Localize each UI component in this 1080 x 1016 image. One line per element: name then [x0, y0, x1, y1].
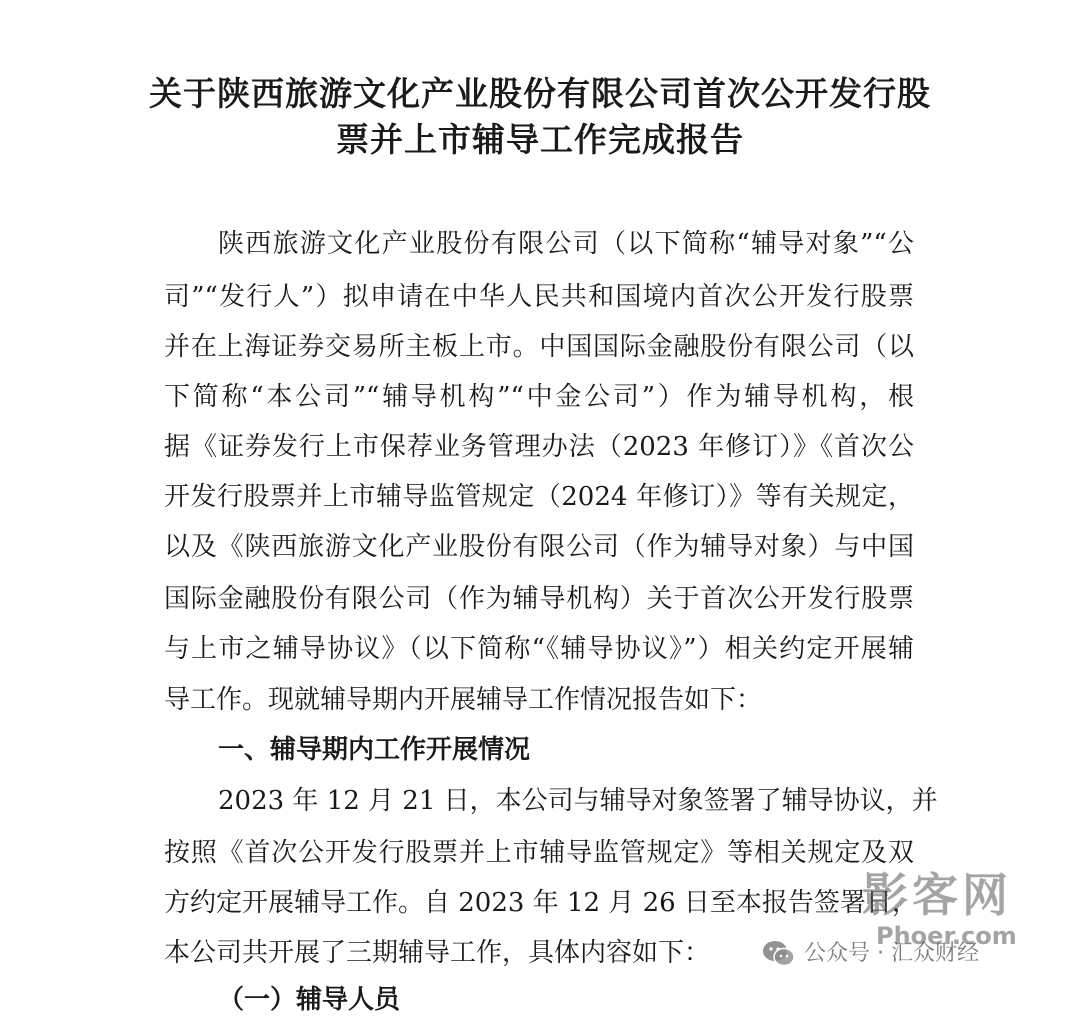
- paragraph-1-line: 陕西旅游文化产业股份有限公司（以下简称“辅导对象”“公: [218, 229, 914, 259]
- watermark-logo: 影客网: [862, 868, 1012, 922]
- document-title-line-2: 票并上市辅导工作完成报告: [336, 120, 744, 159]
- next-heading-partial: （一）辅导人员: [218, 985, 401, 1015]
- paragraph-1-line: 司”“发行人”）拟申请在中华人民共和国境内首次公开发行股票: [164, 282, 914, 312]
- paragraph-1-line: 国际金融股份有限公司（作为辅导机构）关于首次公开发行股票: [164, 584, 914, 614]
- paragraph-2-line: 按照《首次公开发行股票并上市辅导监管规定》等相关规定及双: [164, 838, 914, 868]
- wechat-icon: [762, 940, 796, 968]
- paragraph-1-line: 开发行股票并上市辅导监管规定（2024 年修订）》等有关规定，: [164, 482, 914, 512]
- paragraph-1-line: 下简称“本公司”“辅导机构”“中金公司”）作为辅导机构，根: [164, 382, 914, 412]
- paragraph-1-line: 并在上海证券交易所主板上市。中国国际金融股份有限公司（以: [164, 332, 914, 362]
- paragraph-1-line: 以及《陕西旅游文化产业股份有限公司（作为辅导对象）与中国: [164, 532, 914, 562]
- paragraph-2-line: 本公司共开展了三期辅导工作，具体内容如下：: [164, 938, 711, 968]
- paragraph-1-line: 与上市之辅导协议》（以下简称“《辅导协议》”）相关约定开展辅: [164, 634, 914, 664]
- paragraph-1-line: 导工作。现就辅导期内开展辅导工作情况报告如下：: [164, 685, 763, 715]
- document-title-line-1: 关于陕西旅游文化产业股份有限公司首次公开发行股: [149, 74, 931, 113]
- section-1-heading: 一、辅导期内工作开展情况: [218, 735, 531, 765]
- wechat-account-label: 公众号 · 汇众财经: [804, 941, 979, 966]
- paragraph-1-line: 据《证券发行上市保荐业务管理办法（2023 年修订）》《首次公: [164, 432, 914, 462]
- paragraph-2-line: 方约定开展辅导工作。自 2023 年 12 月 26 日至本报告签署日，: [164, 888, 918, 918]
- paragraph-2-line: 2023 年 12 月 21 日，本公司与辅导对象签署了辅导协议，并: [218, 786, 938, 816]
- wechat-watermark: [762, 940, 979, 968]
- watermark-url: Phoer.com: [876, 922, 1017, 950]
